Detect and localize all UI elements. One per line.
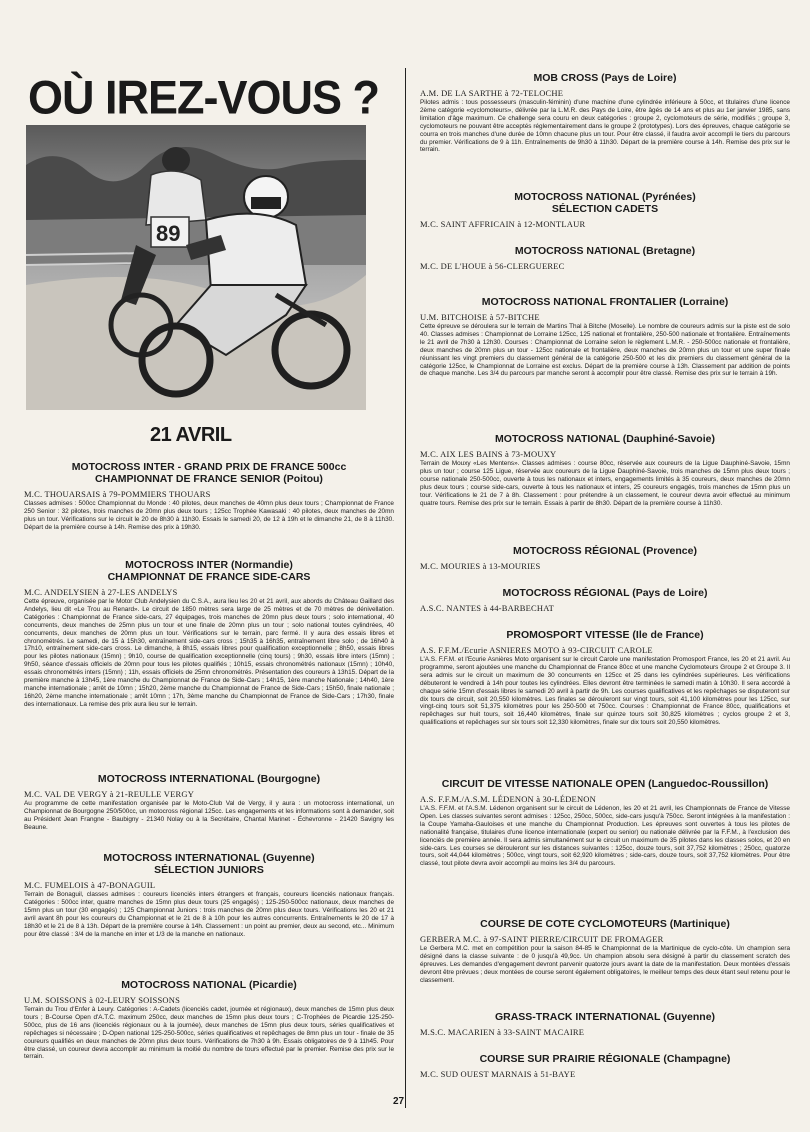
event-club: M.C. VAL DE VERGY à 21-REULLE VERGY xyxy=(24,789,195,799)
event-section xyxy=(420,296,790,378)
event-heading-line: PROMOSPORT VITESSE (Ile de France) xyxy=(506,629,704,641)
event-heading-line: MOTOCROSS INTER (Normandie) xyxy=(125,559,293,571)
event-club: A.S. F.F.M./Ecurie ASNIERES MOTO à 93-CIRCUIT CAROLE xyxy=(420,645,653,655)
page-title: OÙ IREZ-VOUS ? xyxy=(28,70,380,125)
event-club: M.C. MOURIES à 13-MOURIES xyxy=(420,561,541,571)
event-body: Terrain de Bonaguil, classes admises : coureurs licenciés inters étrangers et français, coureurs licenciés nationaux français. Catégories : 500cc inter, quatre manches de 15mn plus deux tours (25 engagés) ; 125-250-500cc nationaux, deux manches de 15mn plus un tour (30 engagés) ; 125 Championnat Juniors : trois manches de 20mn plus deux tours. Vérifications les 20 et 21 avril avant 8h pour les coureurs du Championnat et le 21 de 8 à 10h pour les autres concurrents. Entraînements le 20 de 17 à 18h30 et le 21 de 8 à 13h. Départ de la première course à 14h. Classement : un point au premier, deux au second, etc... Minimum pour être classé : 3/4 de la manche en inter et 1/3 de la manche en nationaux. xyxy=(24,891,394,938)
event-club: M.C. DE L'HOUE à 56-CLERGUEREC xyxy=(420,261,565,271)
page-number: 27 xyxy=(393,1096,405,1107)
event-heading-line: MOTOCROSS INTERNATIONAL (Bourgogne) xyxy=(97,773,321,785)
event-body: Cette épreuve, organisée par le Motor Club Andelysien du C.S.A., aura lieu les 20 et 21 avril, aux abords du Château Gaillard des Andelys, lieu dit «Le Trou au Renard». Le circuit de 1850 mètres sera large de 25 mètres et de 70 mètres de dénivellation. Catégories : Championnat de France side-cars, 27 équipages, trois manches de 20mn plus deux tours ; solo international, 40 concurrents, deux manches de 25mn plus un tour et une finale de 20mn plus un tour ; solo national toutes cylindrées, 40 concurrents, deux manches de 20mn plus un tour. Vérifications sur le terrain, parc fermé. Il y aura des essais libres et chronométrés. Le samedi, de 15 à 15h30, entraînement side-cars cross ; 15h35 à 16h35, entraînement libre solo ; de 16h40 à 17h10, entraînement side-cars cross. Le dimanche, à 8h15, essais libres pour qualification exceptionnelle ; 8h50, essais libres pour les pilotes nationaux (15mn) ; 9h10, course de qualification exceptionnelle (cinq tours) ; 9h30, essais libre inters (15mn) ; 9h50, séance d'essais officiels de 20mn pour tous les pilotes qualifiés ; 10h15, essais chronométrés nationaux (15mn) ; 10h40, essais chronométrés inters (15mn) ; 11h, essais officiels de 25mn chronométrés. Présentation des coureurs à 13h15. Départ de la première manche à 13h45, 1ère manche du Championnat de France de Side-Cars ; 14h15, 1ère manche Nationale ; 14h40, 1ère manche internationale ; arrêt de 10mn ; 15h20, 2ème manche du Championnat de France de Side-Cars ; 15h50, finale nationale ; 16h20, 2ème manche internationale ; arrêt 10mn ; 17h, 3ème manche du Championnat de France de Side-Cars ; 17h30, finale des internationaux. La remise des prix aura lieu sur le terrain. xyxy=(24,598,394,708)
event-heading-line: COURSE SUR PRAIRIE RÉGIONALE (Champagne) xyxy=(479,1053,731,1065)
event-section xyxy=(24,559,394,709)
event-heading-line: CIRCUIT DE VITESSE NATIONALE OPEN (Languedoc-Roussillon) xyxy=(441,778,769,790)
event-heading-line: MOB CROSS (Pays de Loire) xyxy=(533,72,677,84)
event-body: Classes admises : 500cc Championnat du Monde : 40 pilotes, deux manches de 40mn plus deux tours ; Championnat de France 250 Senior : 32 pilotes, trois manches de 20mn plus deux tours ; 125cc Trophée Kawasaki : 40 pilotes, deux manches de 20mn plus un tour. Vérifications sur le circuit le 20 de 8h30 à 11h30. Essais le samedi 20, de 12 à 19h et le dimanche 21, de 8 à 11h30. Départ de la première course à 14h. Remise des prix à 19h30. xyxy=(24,500,394,531)
event-section xyxy=(420,545,790,571)
event-body: Cette épreuve se déroulera sur le terrain de Martins Thal à Bitche (Moselle). Le nombre de coureurs admis sur la piste est de solo 40. Classes admises : Championnat de Lorraine 125cc, 125 national et frontalière, 250-500 nationale et frontalière. Entraînements le 21 avril de 7h30 à 12h30. Courses : Championnat de Lorraine selon le règlement L.M.R. - 250-500cc nationale et frontalière, deux manches de 20mn plus un tour - 125cc nationale et frontalière, deux manches de 20mn plus un tour et une super finale réunissant les vingt premiers du classement général de la catégorie 250-500 et les dix premiers du classement général de la catégorie 125cc, le Championnat de Lorraine est exclus. Départ de la première course à 13h. Classement par addition de points de chaque manche. Les 3/4 du parcours par manche seront à accomplir pour être classé. Remise des prix sur le terrain à 19h. xyxy=(420,323,790,378)
event-heading-line: MOTOCROSS INTER - GRAND PRIX DE FRANCE 500cc xyxy=(71,461,347,473)
event-heading-line: MOTOCROSS NATIONAL FRONTALIER (Lorraine) xyxy=(481,296,729,308)
event-section xyxy=(420,191,790,229)
event-heading-line: MOTOCROSS RÉGIONAL (Provence) xyxy=(513,545,697,557)
event-section xyxy=(24,773,394,832)
event-club: M.S.C. MACARIEN à 33-SAINT MACAIRE xyxy=(420,1027,585,1037)
event-club: U.M. SOISSONS à 02-LEURY SOISSONS xyxy=(24,995,181,1005)
event-heading-line: COURSE DE COTE CYCLOMOTEURS (Martinique) xyxy=(480,918,730,930)
event-heading-line: SÉLECTION JUNIORS xyxy=(154,864,264,876)
event-section xyxy=(420,918,790,985)
date-heading: 21 AVRIL xyxy=(150,424,232,446)
event-section xyxy=(420,778,790,868)
event-section xyxy=(420,433,790,507)
event-heading-line: GRASS-TRACK INTERNATIONAL (Guyenne) xyxy=(494,1011,716,1023)
event-body: L'A.S. F.F.M. et l'Ecurie Asnières Moto organisent sur le circuit Carole une manifestation Promosport France, les 20 et 21 avril. Au programme, seront ajoutées une manche du Championnat de France 80cc et une manche Cyclomoteurs Groupe 2 et Groupe 3. Il sera admis sur le circuit un maximum de 30 concurrents en 125cc et 25 dans les cylindrées supérieures. Les vérifications débuteront le vendredi à 14h pour toutes les cylindrées. Elles devront être terminées le samedi matin à 10h30. Il sera accordé à chaque série 15mn d'essais libres le samedi 20 avril à partir de 9h. Les courses qualificatives et les repêchages se disputeront sur dix tours de circuit, soit 20,550 kilomètres. Les finales se dérouleront sur vingt tours, soit 41,100 kilomètres pour les 125cc, sur vingt-cinq tours soit 51,375 kilomètres pour les 250-500 et 750cc. Courses : Championnat de France 80cc, qualifications et repêchages sur huit tours, soit 16,440 kilomètres, finale sur quinze tours soit 30,825 kilomètres ; cyclos groupe 2 et 3, qualifications et repêchages sur six tours soit 12,330 kilomètres, finale sur dix tours soit 20,550 kilomètres. xyxy=(420,656,790,727)
event-club: A.S. F.F.M./A.S.M. LÉDENON à 30-LÉDENON xyxy=(420,794,596,804)
event-body: Terrain du Trou d'Enfer à Leury. Catégories : A-Cadets (licenciés cadet, journée et régionaux), deux manches de 15mn plus deux tours ; B-Course Open d'A.T.C. maximum 250cc, deux manches de 15mn plus deux tours ; C-Trophées de Picardie 125-250-500cc, plus de 16 ans (licenciés régionaux ou à la journée), deux manches de 15mn plus deux tours, séries qualificatives et repêchages si nécessaire ; D-Open national 125-250-500cc, séries qualificatives et repêchages de 8mn plus un tour - finale de 35 coureurs qualifiés en deux manches de 20mn plus deux tours. Vérifications de 7h30 à 9h. Essais obligatoires de 9 à 11h45. Pour être classé, un coureur devra accomplir au minimum la moitié du nombre de tours effectué par le premier. Remise des prix sur le terrain. xyxy=(24,1006,394,1061)
event-section xyxy=(420,1053,790,1079)
event-heading-line: SÉLECTION CADETS xyxy=(551,203,659,215)
event-heading-line: MOTOCROSS NATIONAL (Picardie) xyxy=(121,979,297,991)
event-section xyxy=(24,852,394,938)
event-section xyxy=(24,979,394,1061)
event-club: A.S.C. NANTES à 44-BARBECHAT xyxy=(420,603,555,613)
event-heading-line: CHAMPIONNAT DE FRANCE SIDE-CARS xyxy=(107,571,311,583)
event-section xyxy=(420,587,790,613)
event-heading-line: CHAMPIONNAT DE FRANCE SENIOR (Poitou) xyxy=(95,473,323,485)
event-section xyxy=(420,245,790,271)
motocross-riders-image xyxy=(26,125,366,410)
event-section xyxy=(420,72,790,154)
motocross-photo xyxy=(26,125,366,410)
event-club: M.C. THOUARSAIS à 79-POMMIERS THOUARS xyxy=(24,489,211,499)
event-club: M.C. ANDELYSIEN à 27-LES ANDELYS xyxy=(24,587,178,597)
event-club: GERBERA M.C. à 97-SAINT PIERRE/CIRCUIT DE FROMAGER xyxy=(420,934,664,944)
event-section xyxy=(420,629,790,727)
event-heading-line: MOTOCROSS NATIONAL (Dauphiné-Savoie) xyxy=(495,433,715,445)
event-heading-line: MOTOCROSS NATIONAL (Bretagne) xyxy=(514,245,696,257)
event-club: M.C. AIX LES BAINS à 73-MOUXY xyxy=(420,449,557,459)
event-section xyxy=(24,461,394,532)
event-heading-line: MOTOCROSS RÉGIONAL (Pays de Loire) xyxy=(502,587,708,599)
event-club: M.C. FUMELOIS à 47-BONAGUIL xyxy=(24,880,156,890)
svg-text:89: 89 xyxy=(156,221,181,246)
event-heading-line: MOTOCROSS INTERNATIONAL (Guyenne) xyxy=(103,852,315,864)
event-body: Au programme de cette manifestation organisée par le Moto-Club Val de Vergy, il y aura : un motocross international, un Championnat de Bourgogne 250/500cc, un motocross régional 125cc. Les engagements et les informations sont à demander, soit au Président Jean Frangne - Baubigny - 21340 Nolay ou à la Secrétaire, Chantal Marinet - Échevronne - 21420 Savigny les Beaune. xyxy=(24,800,394,831)
event-club: M.C. SAINT AFFRICAIN à 12-MONTLAUR xyxy=(420,219,586,229)
event-body: L'A.S. F.F.M. et l'A.S.M. Lédenon organisent sur le circuit de Lédenon, les 20 et 21 avril, les Championnats de France de Vitesse Open. Les classes suivantes seront admises : 125cc, 250cc, 500cc, side-cars jusqu'à 750cc. Seront intégrées à la manifestation : la Coupe Yamaha-Gauloises et une manche du Championnat Production. Les épreuves sont ouvertes à tous les pilotes de nationalité française, titulaires d'une licence internationale (expert ou senior) ou nationale délivrée par la F.F.M., à l'exclusion des licenciés de première année. Il sera admis simultanément sur le circuit un maximum de 35 pilotes dans les classes solos, et 20 en side-cars. Les courses se dérouleront sur les distances suivantes : 125cc, douze tours, soit 37,752 kilomètres ; 250cc, quatorze tours, soit 44,044 kilomètres ; 500cc, vingt tours, soit 62,920 kilomètres ; side-cars, douze tours, soit 37,752 kilomètres. Pour être classé, tout pilote devra avoir accompli au moins les 3/4 du parcours. xyxy=(420,805,790,868)
event-club: U.M. BITCHOISE à 57-BITCHE xyxy=(420,312,540,322)
event-body: Terrain de Mouxy «Les Mentens». Classes admises : course 80cc, réservée aux coureurs de la Ligue Dauphiné-Savoie, 15mn plus un tour ; course 125 Ligue, réservée aux coureurs de la Ligue Dauphiné-Savoie, trois manches de 15mn plus deux tours ; course nationale 250-500cc, ouverte à tous les nationaux et inters, engagements limités à 35 coureurs, deux manches de 20mn plus deux tours ; course side-cars, ouverte à tous les nationaux et inters, 25 coureurs engagés, trois manches de 15mn plus un tour. Vérifications le 21 de 7 à 8h. Classement : pour prétendre à un classement, le coureur devra avoir effectué au minimum quatre tours. Remise des prix sur le terrain. Essais à partir de 8h30. Départ de la première course à 11h30. xyxy=(420,460,790,507)
event-body: Le Gerbera M.C. met en compétition pour la saison 84-85 le Championnat de la Martinique de cyclo-côte. Un champion sera désigné dans la classe suivante : de 0 jusqu'à 49,9cc. Un champion absolu sera désigné à partir du classement scratch des épreuves. Les demandes d'engagement devront parvenir quatorze jours avant la date de la manifestation. Deux montées d'essais devront être prévues ; deux montées de course seront également obligatoires, le meilleur temps des deux étant seul retenu pour le classement. xyxy=(420,945,790,984)
event-club: M.C. SUD OUEST MARNAIS à 51-BAYE xyxy=(420,1069,576,1079)
column-divider xyxy=(405,68,406,1108)
event-body: Pilotes admis : tous possesseurs (masculin-féminin) d'une machine d'une cylindrée inférieure à 50cc, et titulaires d'une licence 2ème catégorie «cyclomoteurs», délivrée par la L.M.R. des Pays de Loire, être âgés de 14 ans et plus au 1er janvier 1985, sans limitation d'âge maximum. Ce challenge sera couru en deux catégories : groupe 2, cyclomoteurs de série, modifiés ; groupe 3, cyclomoteurs ne pouvant être acceptés réglementairement dans le groupe 2 (prototypes). Lors des épreuves, chaque catégorie se courra en trois manches d'une durée de 10mn chacune plus un tour. Pour être classé, il faudra avoir accompli le tiers du parcours du premier. Vérifications de 9 à 11h. Entraînements de 9h30 à 11h30. Départ de la première course à 14h. Remise des prix sur le terrain. xyxy=(420,99,790,154)
event-club: A.M. DE LA SARTHE à 72-TELOCHE xyxy=(420,88,564,98)
event-section xyxy=(420,1011,790,1037)
event-heading-line: MOTOCROSS NATIONAL (Pyrénées) xyxy=(514,191,696,203)
